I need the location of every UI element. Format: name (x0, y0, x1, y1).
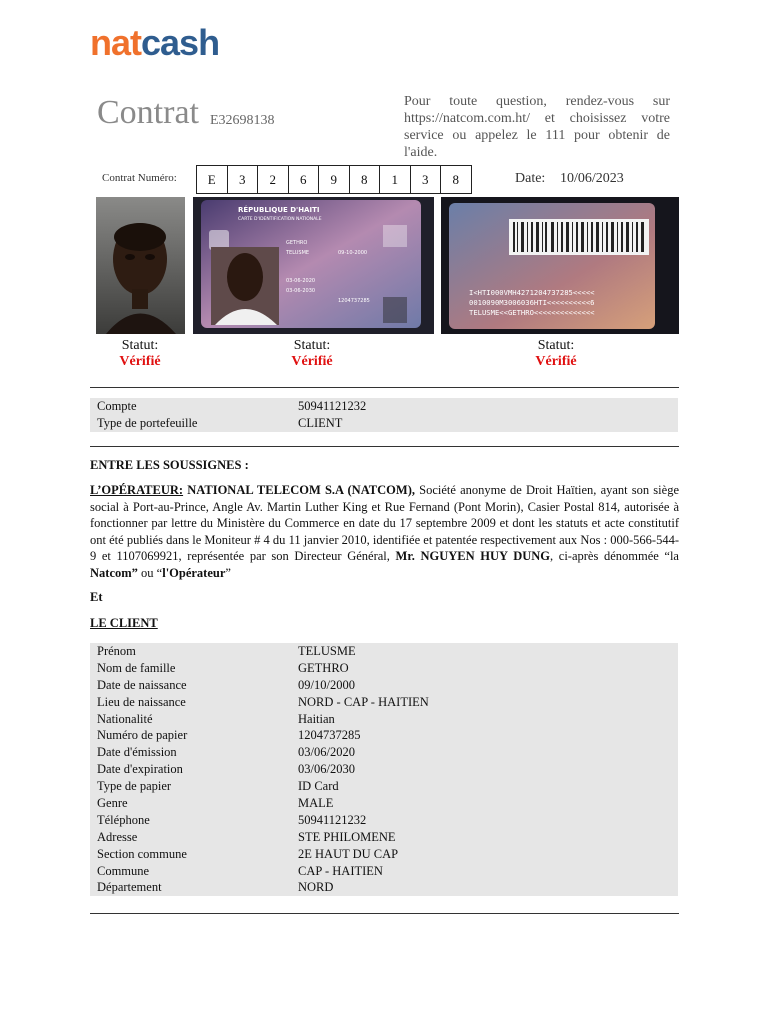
row-value: NORD (298, 880, 334, 895)
row-key: Numéro de papier (97, 728, 188, 743)
table-row (90, 863, 678, 880)
contract-digit: 9 (319, 165, 350, 194)
operator-name: NATIONAL TELECOM S.A (NATCOM), (187, 483, 415, 497)
operator-text: ou “ (137, 565, 163, 580)
operator-text: , ci-après dénommée “la (550, 549, 679, 563)
table-row (90, 660, 678, 677)
id-front-header: RÉPUBLIQUE D'HAITI (238, 206, 320, 214)
row-key: Compte (97, 399, 137, 413)
row-value: 50941121232 (298, 399, 367, 413)
date-label: Date: (515, 171, 546, 186)
status-label: Statut: (293, 338, 331, 353)
contract-digit: 3 (228, 165, 259, 194)
id-front-subheader: CARTE D'IDENTIFICATION NATIONALE (238, 217, 322, 222)
row-key: Date d'expiration (97, 762, 183, 777)
table-row (90, 778, 678, 795)
table-row (90, 812, 678, 829)
row-key: Adresse (97, 829, 138, 844)
row-value: CAP - HAITIEN (298, 863, 383, 878)
contract-number-label: Contrat Numéro: (102, 172, 177, 184)
row-value: ID Card (298, 779, 339, 794)
row-value: 09/10/2000 (298, 677, 355, 692)
id-front-firstname: GETHRO (286, 240, 308, 246)
row-key: Genre (97, 796, 128, 811)
row-key: Nationalité (97, 711, 153, 726)
contract-number-digits (196, 165, 472, 194)
contract-digit: E (196, 165, 228, 194)
contract-digit: 3 (411, 165, 442, 194)
status-label: Statut: (537, 338, 575, 353)
row-value: Haitian (298, 711, 335, 726)
divider (90, 387, 679, 388)
contract-digit: 8 (350, 165, 381, 194)
mrz-line-2: 0010090M3006036HTI<<<<<<<<<<6 (469, 298, 595, 307)
operator-text: ” (225, 565, 231, 580)
selfie-status (95, 338, 185, 370)
status-label: Statut: (121, 338, 159, 353)
row-value: 1204737285 (298, 728, 361, 743)
row-value: NORD - CAP - HAITIEN (298, 694, 429, 709)
help-text: Pour toute question, rendez-vous sur https://natcom.com.ht/ et choisissez votre service ou appelez le 111 pour obtenir de l'aide. (404, 94, 670, 160)
mrz-line-1: I<HTI000VMH4271204737285<<<<< (469, 288, 595, 297)
contract-ref: E32698138 (210, 113, 275, 128)
row-key: Prénom (97, 644, 136, 658)
mrz-line-3: TELUSME<<GETHRO<<<<<<<<<<<<<< (469, 308, 595, 317)
and-word: Et (90, 590, 103, 604)
operator-alias: l'Opérateur (162, 565, 226, 580)
table-row (90, 711, 678, 728)
row-value: 50941121232 (298, 812, 367, 827)
id-front-issue: 03-06-2020 (286, 278, 316, 284)
table-row (90, 879, 678, 896)
client-heading: LE CLIENT (90, 616, 158, 630)
table-row (90, 415, 678, 432)
table-row (90, 398, 678, 415)
operator-paragraph (90, 482, 679, 581)
divider (90, 446, 679, 447)
row-key: Date d'émission (97, 745, 177, 760)
page-title: Contrat (97, 94, 199, 131)
id-front-name: TELUSME (286, 250, 310, 256)
selfie-photo (96, 197, 185, 334)
id-front-expiry: 03-06-2030 (286, 288, 316, 294)
table-row (90, 744, 678, 761)
row-value: STE PHILOMENE (298, 829, 396, 844)
id-front-status (266, 338, 358, 370)
id-back-status (510, 338, 602, 370)
table-row (90, 677, 678, 694)
row-key: Type de portefeuille (97, 415, 198, 430)
row-value: TELUSME (298, 644, 356, 658)
contract-digit: 2 (258, 165, 289, 194)
row-value: GETHRO (298, 660, 349, 675)
row-value: MALE (298, 796, 334, 811)
operator-text: Société anonyme de Droit Haïtien, ayant son siège social à Port-au-Prince, Angle Av. Martin Luther King et Rue Fernand (Pont Morin), Casier Postal 814, autorisée à fonctionner par lettre du Ministère du Commerce en date du 17 septembre 2009 et dont les statuts et acte constitutif ont été publiés dans le Moniteur # 4 du 11 janvier 2010, identifiée et patentée respectivement aux Nos : 000-566-544-9 et 1107069921, représentée par son Directeur Général, (90, 483, 679, 563)
table-row (90, 694, 678, 711)
row-key: Section commune (97, 846, 187, 861)
divider (90, 913, 679, 914)
account-table (90, 398, 678, 432)
id-card-front-photo (193, 197, 434, 334)
status-badge: Vérifié (535, 354, 577, 369)
row-value: 03/06/2020 (298, 745, 355, 760)
table-row (90, 829, 678, 846)
id-card-back-photo (441, 197, 679, 334)
table-row (90, 761, 678, 778)
between-heading: ENTRE LES SOUSSIGNES : (90, 458, 249, 472)
id-front-number: 1204737285 (338, 298, 370, 304)
table-row (90, 643, 678, 660)
contract-digit: 6 (289, 165, 320, 194)
row-key: Téléphone (97, 812, 150, 827)
table-row (90, 795, 678, 812)
operator-label: L’OPÉRATEUR: (90, 483, 184, 497)
row-key: Nom de famille (97, 660, 176, 675)
row-value: 2E HAUT DU CAP (298, 846, 399, 861)
natcash-logo: natcash (90, 22, 220, 63)
director-name: Mr. NGUYEN HUY DUNG (395, 549, 551, 563)
status-badge: Vérifié (291, 354, 333, 369)
row-key: Commune (97, 863, 150, 878)
contract-digit: 1 (380, 165, 411, 194)
row-key: Date de naissance (97, 677, 187, 692)
row-value: 03/06/2030 (298, 762, 355, 777)
table-row (90, 727, 678, 744)
row-value: CLIENT (298, 415, 343, 430)
status-badge: Vérifié (119, 354, 161, 369)
row-key: Type de papier (97, 779, 172, 794)
natcom-alias: Natcom” (90, 565, 138, 580)
table-row (90, 846, 678, 863)
row-key: Département (97, 880, 162, 895)
date-value: 10/06/2023 (560, 171, 624, 186)
client-table (90, 643, 678, 896)
id-front-dob: 09-10-2000 (338, 250, 368, 256)
row-key: Lieu de naissance (97, 694, 186, 709)
contract-digit: 8 (441, 165, 472, 194)
